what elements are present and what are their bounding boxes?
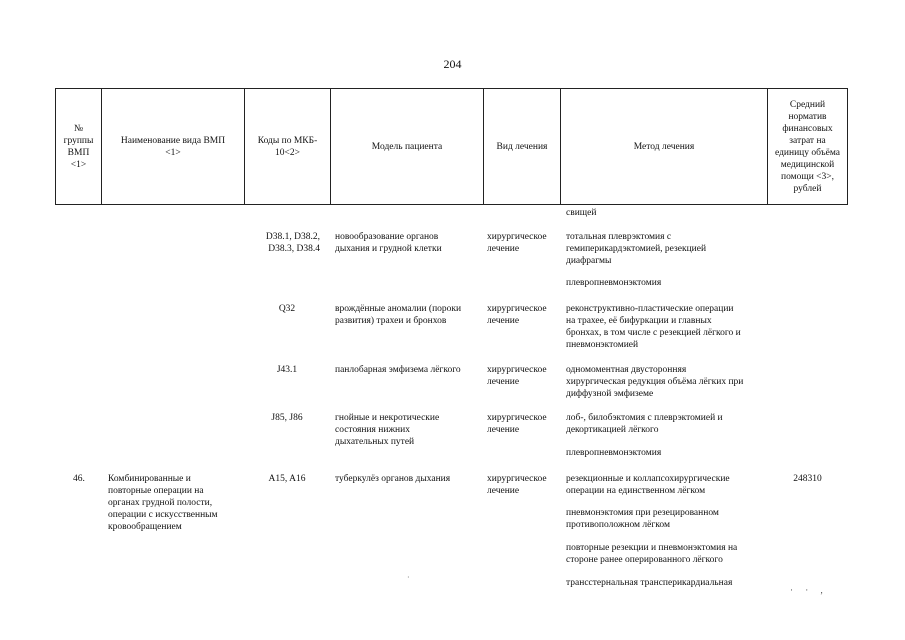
- row-method: тотальная плеврэктомия с гемиперикардэктомией, резекцией диафрагмы: [566, 232, 707, 266]
- row-codes: A15, A16: [268, 474, 306, 484]
- row-type: хирургическое лечение: [487, 232, 547, 254]
- group-number: 46.: [73, 474, 85, 484]
- row-type: хирургическое лечение: [487, 365, 547, 387]
- header-cost: Средний норматив финансовых затрат на единицу объёма медицинской помощи <3>, рублей: [774, 99, 841, 194]
- header-vmp-name: Наименование вида ВМП <1>: [120, 135, 226, 158]
- row-model: туберкулёз органов дыхания: [335, 474, 451, 484]
- header-mkb-codes: Коды по МКБ- 10<2>: [257, 135, 318, 158]
- row-model: панлобарная эмфизема лёгкого: [335, 365, 461, 375]
- cost-value: 248310: [793, 474, 822, 484]
- row-method: одномоментная двусторонняя хирургическая редукция объёма лёгких при диффузной эмфиземе: [566, 365, 744, 399]
- row-type: хирургическое лечение: [487, 413, 547, 435]
- row-method: трансстернальная трансперикардиальная: [566, 578, 733, 588]
- header-patient-model: Модель пациента: [371, 141, 443, 152]
- row-model: врождённые аномалии (пороки развития) трахеи и бронхов: [335, 304, 462, 326]
- row-method: лоб-, билобэктомия с плеврэктомией и декортикацией лёгкого: [566, 413, 723, 435]
- row-model: новообразование органов дыхания и грудной клетки: [335, 232, 442, 254]
- row-method: плевропневмонэктомия: [566, 278, 662, 288]
- row-codes: Q32: [278, 304, 296, 314]
- row-type: хирургическое лечение: [487, 474, 547, 496]
- row-codes: D38.1, D38.2, D38.3, D38.4: [265, 232, 320, 254]
- row-method: реконструктивно-пластические операции на трахее, её бифуркации и главных бронхах, в том числе с резекцией лёгкого и пневмонэктомией: [566, 304, 741, 350]
- page-number: 204: [443, 57, 462, 71]
- col-divider: [847, 88, 848, 205]
- row-type: хирургическое лечение: [487, 304, 547, 326]
- carry-over-text: свищей: [566, 208, 597, 218]
- header-group-no: № группы ВМП <1>: [63, 123, 94, 170]
- header-treatment-method: Метод лечения: [633, 141, 695, 152]
- group-name: Комбинированные и повторные операции на органах грудной полости, операции с искусственным кровообращением: [108, 474, 218, 532]
- row-codes: J43.1: [276, 365, 298, 375]
- row-method: резекционные и коллапсохирургические операции на единственном лёгком: [566, 474, 730, 496]
- scan-speck: ·: [407, 573, 410, 582]
- row-codes: J85, J86: [271, 413, 303, 423]
- header-treatment-type: Вид лечения: [496, 141, 548, 152]
- row-method: повторные резекции и пневмонэктомия на стороне ранее оперированного лёгкого: [566, 543, 738, 565]
- row-method: пневмонэктомия при резецированном противоположном лёгком: [566, 508, 719, 530]
- scan-specks: · · ,: [790, 585, 828, 595]
- row-model: гнойные и некротические состояния нижних дыхательных путей: [335, 413, 440, 447]
- row-method: плевропневмонэктомия: [566, 448, 662, 458]
